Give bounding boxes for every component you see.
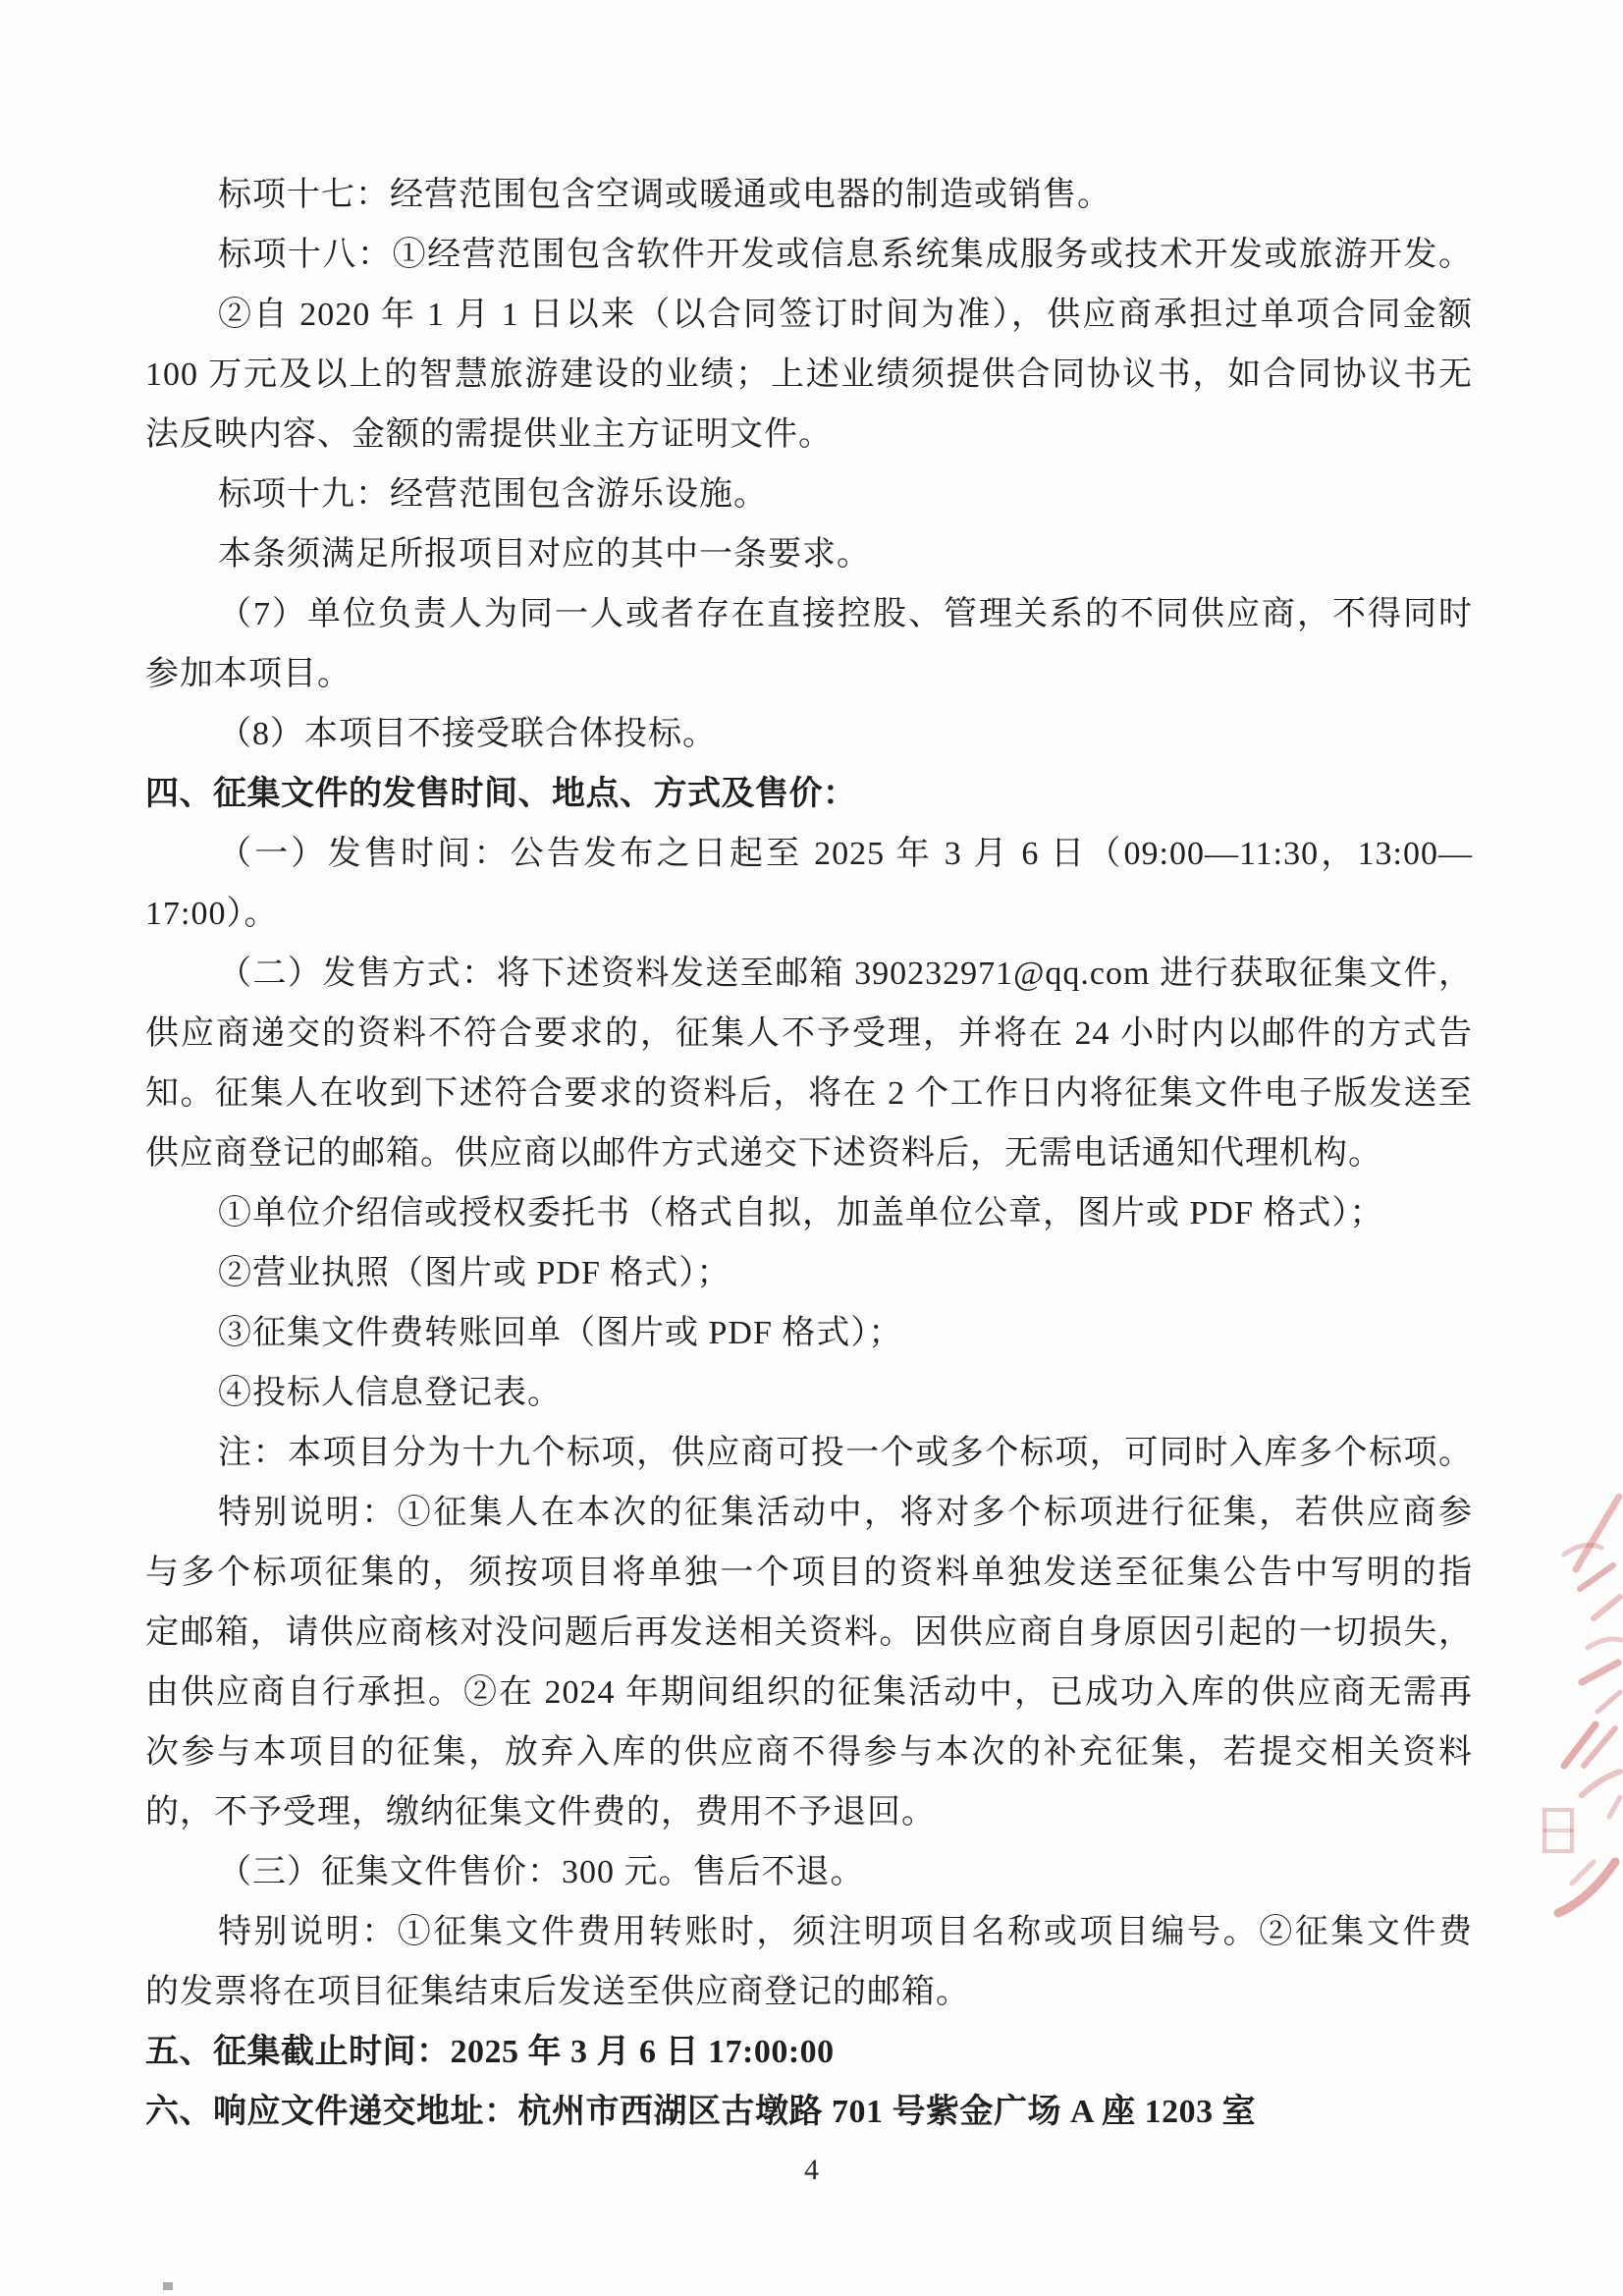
text-line: （7）单位负责人为同一人或者存在直接控股、管理关系的不同供应商，不得同时 [218,596,1473,632]
text-line: 标项十八：①经营范围包含软件开发或信息系统集成服务或技术开发或旅游开发。 [218,237,1473,273]
page-number: 4 [804,2154,819,2186]
text-line: （一）发售时间：公告发布之日起至 2025 年 3 月 6 日（09:00—11:30，13:00— [218,836,1473,872]
text-line: ②自 2020 年 1 月 1 日以来（以合同签订时间为准），供应商承担过单项合同金额 [218,297,1473,333]
text-line: 参加本项目。 [145,656,352,692]
text-line: 次参与本项目的征集，放弃入库的供应商不得参与本次的补充征集，若提交相关资料 [145,1734,1473,1771]
section-heading: 六、响应文件递交地址：杭州市西湖区古墩路 701 号紫金广场 A 座 1203 室 [145,2094,1257,2130]
text-line: ①单位介绍信或授权委托书（格式自拟，加盖单位公章，图片或 PDF 格式）； [218,1195,1384,1231]
text-line: 知。征集人在收到下述符合要求的资料后，将在 2 个工作日内将征集文件电子版发送至 [145,1075,1473,1112]
text-line: 法反映内容、金额的需提供业主方证明文件。 [145,416,833,453]
text-line: 特别说明：①征集人在本次的征集活动中，将对多个标项进行征集，若供应商参 [218,1495,1473,1531]
text-line: 的发票将在项目征集结束后发送至供应商登记的邮箱。 [145,1974,970,2010]
text-line: ③征集文件费转账回单（图片或 PDF 格式）； [218,1315,903,1351]
text-line: 注：本项目分为十九个标项，供应商可投一个或多个标项，可同时入库多个标项。 [218,1435,1473,1471]
text-line: 供应商登记的邮箱。供应商以邮件方式递交下述资料后，无需电话通知代理机构。 [145,1135,1382,1172]
text-line: 100 万元及以上的智慧旅游建设的业绩；上述业绩须提供合同协议书，如合同协议书无 [145,356,1473,393]
text-line: 的，不予受理，缴纳征集文件费的，费用不予退回。 [145,1794,936,1831]
text-line: 本条须满足所报项目对应的其中一条要求。 [218,536,871,573]
text-line: ④投标人信息登记表。 [218,1375,562,1411]
text-line: 标项十七：经营范围包含空调或暖通或电器的制造或销售。 [218,177,1111,213]
section-heading: 四、征集文件的发售时间、地点、方式及售价： [145,776,857,812]
text-line: 定邮箱，请供应商核对没问题后再发送相关资料。因供应商自身原因引起的一切损失， [145,1614,1473,1651]
scan-artifact [163,2282,173,2290]
text-line: （8）本项目不接受联合体投标。 [218,716,717,752]
text-line: （二）发售方式：将下述资料发送至邮箱 390232971@qq.com 进行获取征集文件， [218,956,1473,992]
text-line: （三）征集文件售价：300 元。售后不退。 [218,1854,865,1890]
text-line: 供应商递交的资料不符合要求的，征集人不予受理，并将在 24 小时内以邮件的方式告 [145,1015,1473,1052]
text-line: 与多个标项征集的，须按项目将单独一个项目的资料单独发送至征集公告中写明的指 [145,1555,1473,1591]
text-line: 17:00）。 [145,896,279,932]
text-line: 由供应商自行承担。②在 2024 年期间组织的征集活动中，已成功入库的供应商无需再 [145,1674,1473,1711]
red-seal-stamp [1525,1471,1623,1942]
section-heading: 五、征集截止时间：2025 年 3 月 6 日 17:00:00 [145,2034,835,2070]
document-body [145,165,1473,2142]
text-line: 标项十九：经营范围包含游乐设施。 [218,476,768,513]
text-line: ②营业执照（图片或 PDF 格式）； [218,1255,731,1291]
text-line: 特别说明：①征集文件费用转账时，须注明项目名称或项目编号。②征集文件费 [218,1914,1473,1950]
